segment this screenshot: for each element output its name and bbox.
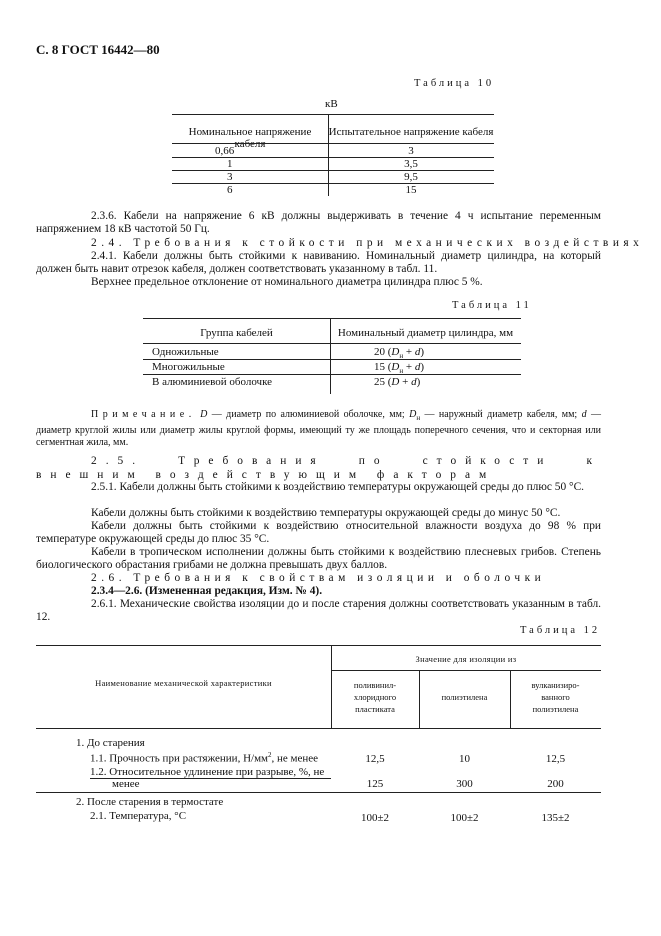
table11-caption: Таблица 11 (452, 300, 532, 311)
table12-row-after-aging: 2. После старения в термостате (76, 796, 224, 808)
table11-note: Примечание. D — диаметр по алюминиевой оболочке, мм; $D_н$ — наружный диаметр кабеля, мм; d — диаметр круглой жилы или диаметр жилы круглой формы, имеющий ту же площадь поперечного сечения, что и секторная или сегментная жила, мм. (36, 409, 602, 448)
table11-diameter-cell: 20 $(D_н + d)$ (374, 346, 425, 361)
table10-cell: 0,66 (215, 145, 235, 157)
table12-row-tensile: 1.1. Прочность при растяжении, $Н/мм^2$, не менее (90, 751, 319, 765)
section-2-6-title: 2.6. Требования к свойствам изоляции и оболочки (91, 572, 546, 584)
table10-cell: 1 (227, 158, 233, 170)
table12-row-rule (90, 778, 331, 779)
table12-value: 100±2 (360, 812, 390, 824)
table12-caption: Таблица 12 (520, 625, 601, 636)
table11-group-cell: Одножильные (152, 346, 219, 358)
table11-header-rule (143, 343, 521, 344)
table12-value: 12,5 (365, 753, 385, 765)
table10-top-rule (172, 114, 494, 115)
table11-diameter-cell: 25 (D + d) (374, 376, 421, 388)
paragraph-2-5-1: 2.5.1. Кабели должны быть стойкими к воздействию температуры окружающей среды до плюс 50 °С. (91, 481, 585, 493)
table12-header-rule (36, 728, 601, 729)
table11-diameter-cell: 15 $(D_н + d)$ (374, 361, 425, 376)
paragraph-2-5-1-fungi: Кабели в тропическом исполнении должны быть стойкими к воздействию плесневых грибов. Степень биологического обрастания грибами не должна превышать двух баллов. (36, 546, 601, 571)
table10-header-nominal: Номинальное напряжение кабеля (188, 126, 312, 150)
table10-cell: 3 (227, 171, 233, 183)
table10-cell: 6 (227, 184, 233, 196)
table12-header-polyethylene: полиэтилена (441, 692, 488, 702)
section-2-5-title: 2.5. Требования по стойкости к внешним воздействующим факторам (36, 455, 601, 481)
table12-section-rule (36, 792, 601, 793)
table10-cell: 15 (405, 184, 417, 196)
table12-value: 200 (547, 778, 564, 790)
page-header: С. 8 ГОСТ 16442—80 (36, 42, 160, 57)
table11-group-cell: В алюминиевой оболочке (152, 376, 273, 388)
table10-cell: 3 (408, 145, 414, 157)
paragraph-2-4-1: 2.4.1. Кабели должны быть стойкими к навиванию. Номинальный диаметр цилиндра, на который должен быть навит отрезок кабеля, должен соответствовать указанному в табл. 11. (36, 250, 601, 275)
table10-caption: Таблица 10 (414, 78, 495, 89)
table12-value: 300 (456, 778, 473, 790)
table10-cell: 3,5 (404, 158, 418, 170)
paragraph-2-5-1-cold: Кабели должны быть стойкими к воздействию температуры окружающей среды до минус 50 °С. (91, 507, 561, 519)
table11-header-group: Группа кабелей (200, 327, 273, 339)
table12-header-vulcanized: вулканизиро- ванного полиэтилена (531, 680, 580, 714)
table12-value: 100±2 (450, 812, 479, 824)
paragraph-2-6-1: 2.6.1. Механические свойства изоляции до и после старения должны соответствовать указанным в табл. 12. (36, 598, 601, 623)
table12-header-values: Значение для изоляции из (415, 654, 517, 664)
paragraph-2-5-1-humidity: Кабели должны быть стойкими к воздействию относительной влажности воздуха до 98 % при температуре окружающей среды до плюс 35 °С. (36, 520, 601, 545)
revision-note: 2.3.4—2.6. (Измененная редакция, Изм. № 4). (91, 585, 323, 597)
table12-value: 125 (366, 778, 384, 790)
paragraph-2-3-6: 2.3.6. Кабели на напряжение 6 кВ должны выдерживать в течение 4 ч испытание переменным напряжением 18 кВ частотой 50 Гц. (36, 210, 601, 235)
table12-top-rule (36, 645, 601, 646)
table11-top-rule (143, 318, 521, 319)
table12-value: 12,5 (545, 753, 566, 765)
paragraph-2-4-1-tolerance: Верхнее предельное отклонение от номинального диаметра цилиндра плюс 5 %. (91, 276, 483, 288)
table11-row-rule (143, 374, 521, 375)
table12-row-elongation: 1.2. Относительное удлинение при разрыве, %, не (90, 766, 325, 778)
table12-group-rule (331, 670, 601, 671)
table11-row-rule (143, 359, 521, 360)
table12-header-characteristic: Наименование механической характеристики (95, 678, 272, 688)
table10-unit: кВ (325, 98, 338, 110)
table12-value: 10 (459, 753, 470, 765)
table11-group-cell: Многожильные (152, 361, 225, 373)
table10-cell: 9,5 (404, 171, 418, 183)
table12-value: 135±2 (541, 812, 570, 824)
table10-header-test: Испытательное напряжение кабеля (328, 126, 494, 138)
table12-header-pvc: поливинил- хлоридного пластиката (353, 680, 397, 714)
table11-header-diameter: Номинальный диаметр цилиндра, мм (337, 327, 514, 339)
table12-row-before-aging: 1. До старения (76, 737, 145, 749)
table12-row-elongation-cont: менее (112, 778, 140, 790)
table10-header-rule (172, 143, 494, 144)
section-2-4-title: 2.4. Требования к стойкости при механических воздействиях (91, 237, 644, 249)
table12-row-temperature: 2.1. Температура, °С (90, 810, 187, 822)
